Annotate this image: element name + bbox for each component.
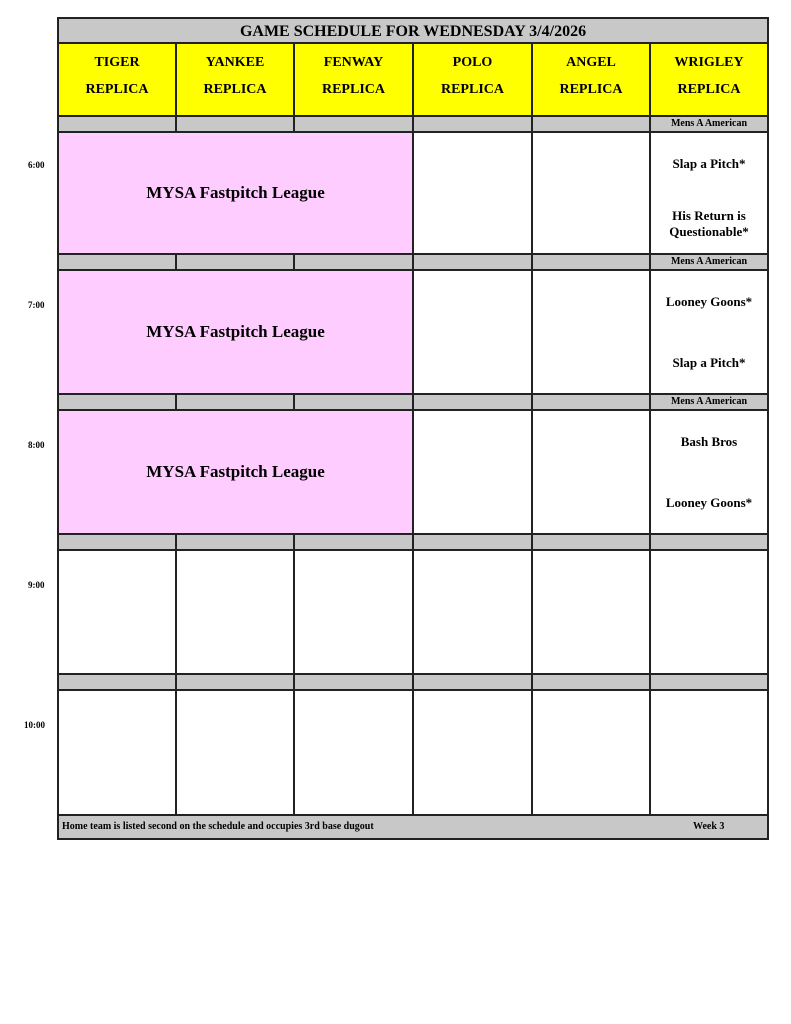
separator-bar <box>533 675 651 691</box>
field-header-polo <box>414 44 533 117</box>
separator-bar <box>533 117 651 133</box>
separator-bar <box>651 535 767 551</box>
empty-slot <box>414 411 533 535</box>
empty-slot <box>533 271 651 395</box>
separator-bar <box>295 535 414 551</box>
separator-bar <box>59 117 177 133</box>
separator-bar <box>295 675 414 691</box>
field-sub: REPLICA <box>559 82 623 97</box>
empty-slot <box>533 133 651 255</box>
week-label: Week 3 <box>693 821 725 832</box>
empty-slot <box>533 411 651 535</box>
empty-slot <box>59 551 177 675</box>
field-name: POLO <box>452 55 493 70</box>
field-name: YANKEE <box>205 55 265 70</box>
separator-bar <box>59 395 177 411</box>
empty-slot <box>295 551 414 675</box>
separator-bar <box>414 395 533 411</box>
time-label-7: 7:00 <box>28 300 45 310</box>
home-team: Looney Goons* <box>665 495 753 510</box>
field-header-tiger <box>59 44 177 117</box>
time-label-6: 6:00 <box>28 160 45 170</box>
empty-slot <box>414 691 533 816</box>
separator-bar <box>295 395 414 411</box>
away-team: Looney Goons* <box>665 294 753 309</box>
footer-note: Home team is listed second on the schedule and occupies 3rd base dugout <box>62 821 374 832</box>
separator-bar <box>651 675 767 691</box>
empty-slot <box>414 551 533 675</box>
separator-bar <box>414 117 533 133</box>
field-sub: REPLICA <box>321 82 385 97</box>
time-label-10: 10:00 <box>24 720 45 730</box>
reserved-block: MYSA Fastpitch League <box>59 271 414 395</box>
page-title: GAME SCHEDULE FOR WEDNESDAY 3/4/2026 <box>59 19 767 44</box>
reserved-block: MYSA Fastpitch League <box>59 411 414 535</box>
field-header-angel <box>533 44 651 117</box>
field-header-fenway <box>295 44 414 117</box>
separator-bar <box>59 255 177 271</box>
separator-bar <box>295 117 414 133</box>
field-sub: REPLICA <box>203 82 267 97</box>
reserved-block: MYSA Fastpitch League <box>59 133 414 255</box>
field-sub: REPLICA <box>677 82 741 97</box>
separator-bar <box>177 117 295 133</box>
division-label: Mens A American <box>651 117 767 133</box>
separator-bar <box>295 255 414 271</box>
field-sub: REPLICA <box>85 82 149 97</box>
empty-slot <box>414 271 533 395</box>
separator-bar <box>177 535 295 551</box>
empty-slot <box>414 133 533 255</box>
field-header-yankee <box>177 44 295 117</box>
separator-bar <box>177 395 295 411</box>
empty-slot <box>177 691 295 816</box>
separator-bar <box>414 255 533 271</box>
empty-slot <box>295 691 414 816</box>
empty-slot <box>177 551 295 675</box>
empty-slot <box>533 691 651 816</box>
game-slot <box>651 411 767 535</box>
empty-slot <box>651 691 767 816</box>
game-slot <box>651 271 767 395</box>
field-sub: REPLICA <box>440 82 504 97</box>
separator-bar <box>414 535 533 551</box>
empty-slot <box>533 551 651 675</box>
field-name: FENWAY <box>323 55 384 70</box>
division-label: Mens A American <box>651 395 767 411</box>
time-label-8: 8:00 <box>28 440 45 450</box>
separator-bar <box>177 675 295 691</box>
away-team: Slap a Pitch* <box>672 156 746 171</box>
division-label: Mens A American <box>651 255 767 271</box>
separator-bar <box>533 255 651 271</box>
separator-bar <box>414 675 533 691</box>
separator-bar <box>59 535 177 551</box>
field-name: WRIGLEY <box>674 55 744 70</box>
home-team: His Return is Questionable* <box>669 208 749 239</box>
field-name: ANGEL <box>566 55 616 70</box>
time-label-9: 9:00 <box>28 580 45 590</box>
game-slot <box>651 133 767 255</box>
schedule-grid <box>57 17 769 840</box>
empty-slot <box>59 691 177 816</box>
field-header-wrigley <box>651 44 767 117</box>
field-name: TIGER <box>94 55 140 70</box>
separator-bar <box>59 675 177 691</box>
separator-bar <box>177 255 295 271</box>
home-team: Slap a Pitch* <box>672 355 746 370</box>
footer-bar <box>59 816 767 838</box>
separator-bar <box>533 535 651 551</box>
away-team: Bash Bros <box>680 434 738 449</box>
separator-bar <box>533 395 651 411</box>
empty-slot <box>651 551 767 675</box>
